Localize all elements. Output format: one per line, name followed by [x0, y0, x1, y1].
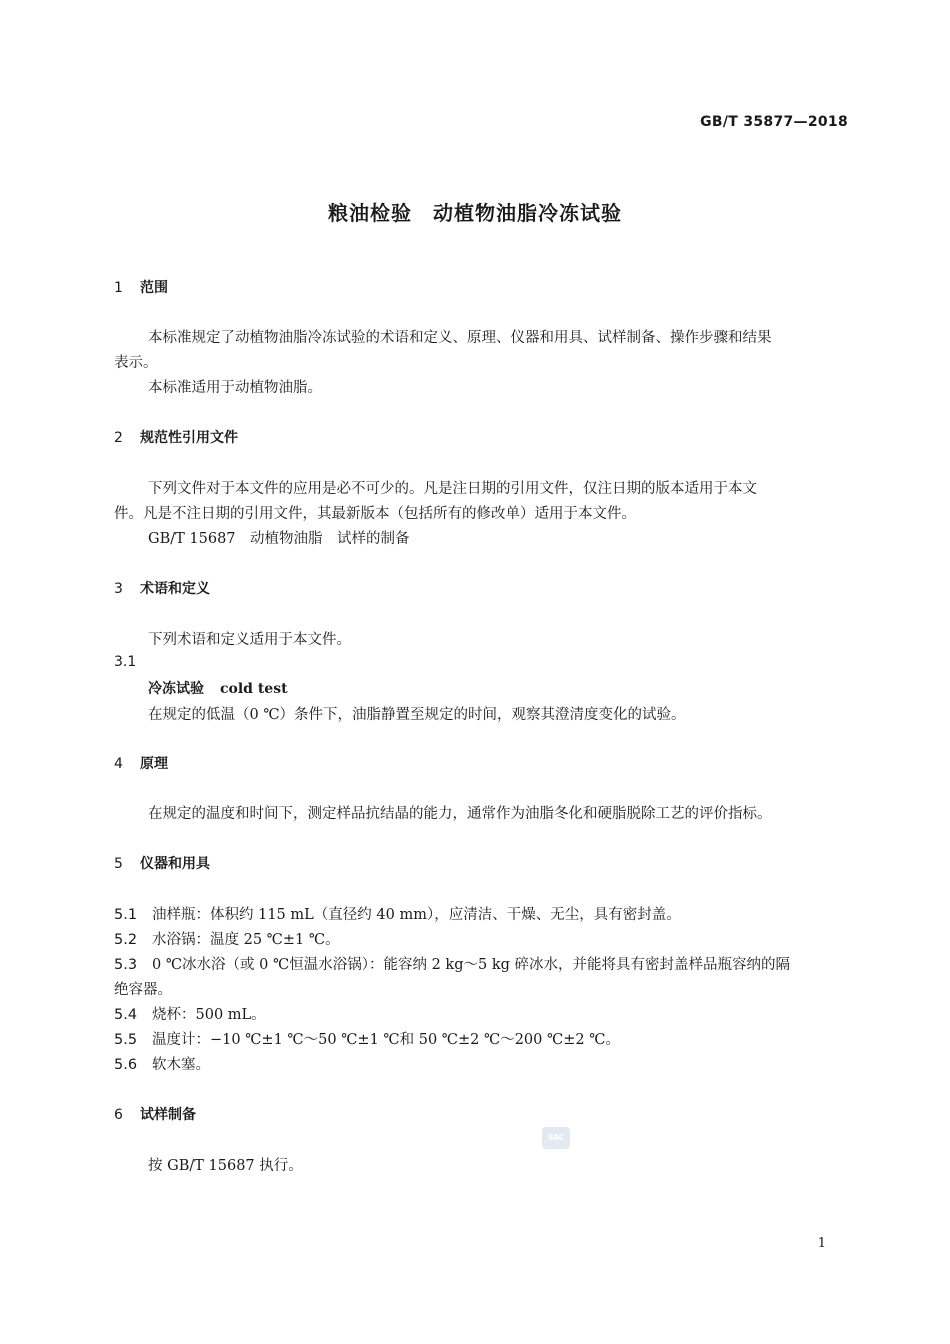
- list-item: [114, 928, 340, 949]
- section-number: 6: [114, 1107, 123, 1123]
- item-text: 水浴锅：温度 25 ℃±1 ℃。: [152, 932, 340, 948]
- section-title: 范围: [140, 280, 168, 296]
- item-number: 5.2: [114, 932, 138, 948]
- section-number: 5: [114, 856, 123, 872]
- standard-number: GB/T 35877—2018: [700, 114, 848, 130]
- list-item: [114, 1003, 266, 1024]
- section-number: 4: [114, 756, 123, 772]
- section-heading-sample-preparation: [114, 1104, 196, 1124]
- item-text: 温度计：−10 ℃±1 ℃～50 ℃±1 ℃和 50 ℃±2 ℃～200 ℃±2 ℃。: [152, 1032, 620, 1048]
- section-number: 2: [114, 430, 123, 446]
- paragraph-continuation: 表示。: [114, 355, 158, 371]
- paragraph: 本标准规定了动植物油脂冷冻试验的术语和定义、原理、仪器和用具、试样制备、操作步骤和结果: [148, 330, 772, 346]
- term-number: 3.1: [114, 654, 137, 670]
- term-chinese: 冷冻试验: [148, 681, 204, 697]
- item-number: 5.1: [114, 907, 138, 923]
- section-title: 原理: [140, 756, 168, 772]
- section-title: 试样制备: [140, 1107, 196, 1123]
- term-definition: 在规定的低温（0 ℃）条件下，油脂静置至规定的时间，观察其澄清度变化的试验。: [148, 707, 686, 723]
- list-item: [114, 953, 790, 974]
- list-item: [114, 903, 681, 924]
- section-heading-principle: [114, 753, 168, 773]
- section-title: 仪器和用具: [140, 856, 210, 872]
- list-item: [114, 1028, 620, 1049]
- section-heading-apparatus: [114, 853, 210, 873]
- item-text: 0 ℃冰水浴（或 0 ℃恒温水浴锅）：能容纳 2 kg～5 kg 碎冰水，并能将具有密封盖样品瓶容纳的隔: [152, 957, 790, 973]
- list-item: [114, 1053, 210, 1074]
- item-text: 烧杯：500 mL。: [152, 1007, 266, 1023]
- section-title: 规范性引用文件: [140, 430, 238, 446]
- section-title: 术语和定义: [140, 581, 210, 597]
- section-number: 1: [114, 280, 123, 296]
- item-number: 5.3: [114, 957, 138, 973]
- term-heading: [148, 678, 288, 698]
- reference-entry: GB/T 15687 动植物油脂 试样的制备: [148, 531, 410, 547]
- item-number: 5.4: [114, 1007, 138, 1023]
- item-text: 油样瓶：体积约 115 mL（直径约 40 mm），应清洁、干燥、无尘，具有密封盖。: [152, 907, 681, 923]
- paragraph: 下列术语和定义适用于本文件。: [148, 632, 351, 648]
- page-number: 1: [817, 1236, 826, 1251]
- document-title: 粮油检验 动植物油脂冷冻试验: [328, 201, 622, 225]
- term-english: cold test: [220, 681, 288, 697]
- paragraph: 本标准适用于动植物油脂。: [148, 380, 322, 396]
- paragraph: 按 GB/T 15687 执行。: [148, 1158, 303, 1174]
- paragraph: 下列文件对于本文件的应用是必不可少的。凡是注日期的引用文件，仅注日期的版本适用于本文: [148, 481, 757, 497]
- section-heading-scope: [114, 277, 168, 297]
- sac-watermark-logo: SAC: [542, 1127, 570, 1149]
- paragraph-continuation: 件。凡是不注日期的引用文件，其最新版本（包括所有的修改单）适用于本文件。: [114, 506, 636, 522]
- list-item-continuation: 绝容器。: [114, 982, 172, 998]
- paragraph: 在规定的温度和时间下，测定样品抗结晶的能力，通常作为油脂冬化和硬脂脱除工艺的评价指标。: [148, 806, 772, 822]
- section-heading-terms: [114, 578, 210, 598]
- item-number: 5.6: [114, 1057, 138, 1073]
- section-number: 3: [114, 581, 123, 597]
- item-number: 5.5: [114, 1032, 138, 1048]
- item-text: 软木塞。: [152, 1057, 210, 1073]
- section-heading-normative-references: [114, 427, 238, 447]
